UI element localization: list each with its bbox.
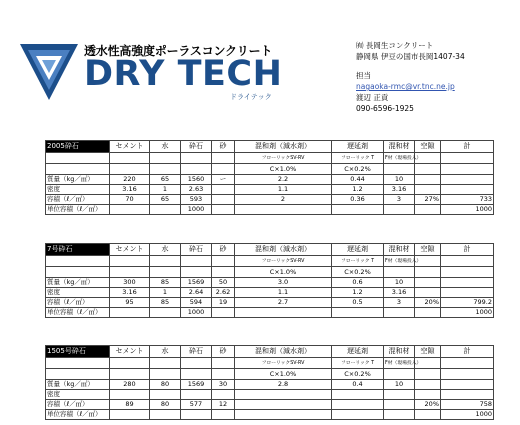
table-row	[46, 400, 494, 410]
logo-brand-kana: ドライテック	[230, 93, 272, 101]
table-cell: 10	[384, 380, 415, 390]
table-cell	[46, 256, 110, 267]
table-cell	[332, 308, 384, 318]
table-cell	[150, 267, 181, 278]
table-cell	[150, 410, 181, 420]
product-name: フローリック T	[332, 358, 384, 369]
table-cell	[181, 256, 212, 267]
table-cell	[150, 205, 181, 215]
column-header: 計	[441, 346, 494, 358]
row-label: 質量（kg／㎥）	[46, 175, 110, 185]
table-cell	[415, 380, 441, 390]
table-cell	[212, 358, 235, 369]
table-cell	[150, 256, 181, 267]
table-cell	[212, 410, 235, 420]
column-header: 砂	[212, 141, 235, 153]
table-cell	[212, 369, 235, 380]
table-cell: 2.2	[235, 175, 332, 185]
table-cell	[415, 278, 441, 288]
column-header: 混和剤（減水剤）	[235, 346, 332, 358]
table-title: 1505号砕石	[46, 346, 110, 358]
column-header: 空隙	[415, 141, 441, 153]
table-cell: 1569	[181, 278, 212, 288]
table-cell: 10	[384, 175, 415, 185]
table-cell: 2.62	[212, 288, 235, 298]
table-cell	[212, 308, 235, 318]
table-cell	[212, 195, 235, 205]
table-cell: 95	[110, 298, 150, 308]
table-cell: 593	[181, 195, 212, 205]
table-cell	[150, 358, 181, 369]
table-cell: 1000	[181, 205, 212, 215]
table-cell	[415, 390, 441, 400]
column-header: 水	[150, 346, 181, 358]
table-cell: 30	[212, 380, 235, 390]
contact-person: 渡辺 正貢	[356, 93, 389, 102]
table-cell	[212, 267, 235, 278]
table-cell	[150, 153, 181, 164]
table-cell	[441, 267, 494, 278]
product-name: フローリック T	[332, 153, 384, 164]
table-cell	[181, 358, 212, 369]
table-cell	[150, 390, 181, 400]
contact-email-link[interactable]: nagaoka-rmc@vr.tnc.ne.jp	[356, 82, 455, 91]
row-label: 単位容積（ℓ／㎥）	[46, 308, 110, 318]
table-cell	[212, 390, 235, 400]
row-label: 容積（ℓ／㎥）	[46, 400, 110, 410]
table-cell: 577	[181, 400, 212, 410]
table-row	[46, 390, 494, 400]
table-cell	[212, 153, 235, 164]
product-name: フローリックSV-RV	[235, 153, 332, 164]
table-cell: 0.44	[332, 175, 384, 185]
table-title: 7号砕石	[46, 244, 110, 256]
table-row	[46, 205, 494, 215]
table-cell: 0.5	[332, 298, 384, 308]
table-cell	[46, 164, 110, 175]
product-name: F材（現場投入）	[384, 358, 415, 369]
table-row	[46, 308, 494, 318]
table-cell: 3	[384, 298, 415, 308]
product-name: F材（現場投入）	[384, 153, 415, 164]
table-row	[46, 288, 494, 298]
row-label: 密度	[46, 288, 110, 298]
table-cell: 1000	[441, 205, 494, 215]
logo-brand: DRY TECH	[84, 54, 283, 94]
table-cell: 733	[441, 195, 494, 205]
table-cell: 65	[150, 195, 181, 205]
table-cell: 280	[110, 380, 150, 390]
table-cell	[181, 164, 212, 175]
table-cell: 2	[235, 195, 332, 205]
column-header: 計	[441, 141, 494, 153]
ratio-value: C×1.0%	[235, 369, 332, 380]
table-cell: 3.16	[384, 185, 415, 195]
table-cell: 1.2	[332, 185, 384, 195]
table-cell	[332, 400, 384, 410]
table-cell	[181, 267, 212, 278]
table-row	[46, 410, 494, 420]
mix-table	[45, 345, 494, 420]
table-cell: ー	[212, 175, 235, 185]
table-cell: 50	[212, 278, 235, 288]
table-cell: 220	[110, 175, 150, 185]
product-name: フローリックSV-RV	[235, 358, 332, 369]
table-cell: 3.0	[235, 278, 332, 288]
table-cell	[441, 369, 494, 380]
table-row	[46, 298, 494, 308]
table-cell	[441, 153, 494, 164]
table-cell	[110, 358, 150, 369]
table-cell	[415, 369, 441, 380]
table-cell	[110, 390, 150, 400]
company-name: ㈲ 長岡生コンクリート	[356, 41, 434, 50]
table-cell	[415, 288, 441, 298]
table-cell: 19	[212, 298, 235, 308]
column-header: 空隙	[415, 346, 441, 358]
table-cell	[110, 369, 150, 380]
table-cell	[235, 205, 332, 215]
table-cell	[441, 185, 494, 195]
contact-label: 担当	[356, 71, 371, 80]
table-cell	[46, 369, 110, 380]
triangle-logo-icon	[20, 44, 78, 100]
column-header: 砂	[212, 244, 235, 256]
table-cell: 85	[150, 298, 181, 308]
column-header: 混和材	[384, 141, 415, 153]
table-cell: 80	[150, 400, 181, 410]
row-label: 質量（kg／㎥）	[46, 278, 110, 288]
table-cell	[441, 164, 494, 175]
table-cell	[415, 164, 441, 175]
table-cell: 3.16	[110, 185, 150, 195]
ratio-value: C×0.2%	[332, 164, 384, 175]
product-name: フローリックSV-RV	[235, 256, 332, 267]
table-row	[46, 380, 494, 390]
mix-table	[45, 140, 494, 215]
table-cell: 2.64	[181, 288, 212, 298]
table-cell: 20%	[415, 298, 441, 308]
logo-tagline: 透水性高強度ポーラスコンクリート	[84, 44, 273, 58]
table-cell	[384, 410, 415, 420]
table-cell	[46, 358, 110, 369]
contact-info	[356, 70, 455, 114]
column-header: 混和材	[384, 346, 415, 358]
column-header: 砂	[212, 346, 235, 358]
table-cell: 20%	[415, 400, 441, 410]
table-cell	[441, 278, 494, 288]
table-cell	[150, 369, 181, 380]
table-cell	[181, 369, 212, 380]
row-label: 単位容積（ℓ／㎥）	[46, 205, 110, 215]
row-label: 質量（kg／㎥）	[46, 380, 110, 390]
column-header: 混和剤（減水剤）	[235, 244, 332, 256]
table-cell	[235, 390, 332, 400]
table-cell: 1	[150, 288, 181, 298]
table-cell	[212, 205, 235, 215]
column-header: 計	[441, 244, 494, 256]
table-cell: 12	[212, 400, 235, 410]
table-cell: 799.2	[441, 298, 494, 308]
table-cell	[415, 185, 441, 195]
row-label: 密度	[46, 185, 110, 195]
table-cell	[181, 390, 212, 400]
column-header: 混和剤（減水剤）	[235, 141, 332, 153]
row-label: 単位容積（ℓ／㎥）	[46, 410, 110, 420]
table-cell: 65	[150, 175, 181, 185]
table-cell	[415, 410, 441, 420]
table-cell: 80	[150, 380, 181, 390]
table-cell: 10	[384, 278, 415, 288]
row-label: 容積（ℓ／㎥）	[46, 298, 110, 308]
column-header: 遅延剤	[332, 244, 384, 256]
table-cell	[110, 308, 150, 318]
table-cell	[110, 205, 150, 215]
table-cell	[384, 205, 415, 215]
table-cell	[384, 267, 415, 278]
table-cell: 1000	[441, 308, 494, 318]
table-cell	[384, 308, 415, 318]
column-header: 水	[150, 141, 181, 153]
table-row	[46, 185, 494, 195]
table-cell	[46, 267, 110, 278]
table-row	[46, 195, 494, 205]
table-cell	[212, 256, 235, 267]
table-cell: 0.36	[332, 195, 384, 205]
table-cell	[384, 390, 415, 400]
table-cell: 0.4	[332, 380, 384, 390]
table-cell: 3.16	[384, 288, 415, 298]
column-header: 砕石	[181, 244, 212, 256]
row-label: 密度	[46, 390, 110, 400]
table-cell	[181, 410, 212, 420]
table-cell	[441, 256, 494, 267]
table-cell	[441, 288, 494, 298]
table-cell: 1560	[181, 175, 212, 185]
table-cell: 1	[150, 185, 181, 195]
table-cell	[150, 308, 181, 318]
table-cell: 1000	[181, 308, 212, 318]
table-cell: 89	[110, 400, 150, 410]
column-header: セメント	[110, 141, 150, 153]
column-header: 水	[150, 244, 181, 256]
table-cell	[235, 410, 332, 420]
product-name: F材（現場投入）	[384, 256, 415, 267]
column-header: 砕石	[181, 346, 212, 358]
table-cell	[110, 256, 150, 267]
column-header: 混和材	[384, 244, 415, 256]
table-cell	[110, 267, 150, 278]
table-cell: 758	[441, 400, 494, 410]
ratio-value: C×1.0%	[235, 164, 332, 175]
table-cell: 85	[150, 278, 181, 288]
table-cell: 300	[110, 278, 150, 288]
table-cell	[415, 308, 441, 318]
row-label: 容積（ℓ／㎥）	[46, 195, 110, 205]
table-row	[46, 175, 494, 185]
table-cell	[110, 410, 150, 420]
table-cell	[46, 153, 110, 164]
table-cell	[415, 267, 441, 278]
ratio-value: C×0.2%	[332, 369, 384, 380]
table-cell: 0.6	[332, 278, 384, 288]
table-cell	[415, 205, 441, 215]
table-cell	[181, 153, 212, 164]
column-header: 遅延剤	[332, 346, 384, 358]
table-cell: 1569	[181, 380, 212, 390]
table-cell: 3.16	[110, 288, 150, 298]
table-cell	[212, 164, 235, 175]
company-address: 静岡県 伊豆の国市長岡1407-34	[356, 52, 465, 61]
table-cell: 1.1	[235, 288, 332, 298]
table-cell	[441, 358, 494, 369]
table-cell: 70	[110, 195, 150, 205]
table-cell	[384, 400, 415, 410]
mix-table	[45, 243, 494, 318]
table-cell: 3	[384, 195, 415, 205]
table-cell	[441, 175, 494, 185]
table-cell	[212, 185, 235, 195]
table-cell	[110, 164, 150, 175]
table-cell	[441, 380, 494, 390]
product-name: フローリック T	[332, 256, 384, 267]
dry-tech-logo	[20, 40, 290, 102]
table-cell: 2.8	[235, 380, 332, 390]
table-cell	[384, 369, 415, 380]
table-row	[46, 278, 494, 288]
table-cell	[441, 390, 494, 400]
table-cell	[110, 153, 150, 164]
table-cell	[235, 308, 332, 318]
table-cell: 2.63	[181, 185, 212, 195]
table-cell	[415, 175, 441, 185]
table-cell	[332, 410, 384, 420]
table-cell	[332, 390, 384, 400]
table-cell: 1.1	[235, 185, 332, 195]
column-header: 空隙	[415, 244, 441, 256]
table-cell	[384, 164, 415, 175]
company-info	[356, 40, 465, 62]
table-cell: 1000	[441, 410, 494, 420]
table-cell: 2.7	[235, 298, 332, 308]
column-header: 遅延剤	[332, 141, 384, 153]
table-cell	[235, 400, 332, 410]
ratio-value: C×0.2%	[332, 267, 384, 278]
contact-phone: 090-6596-1925	[356, 104, 414, 113]
table-cell: 27%	[415, 195, 441, 205]
column-header: セメント	[110, 346, 150, 358]
column-header: 砕石	[181, 141, 212, 153]
ratio-value: C×1.0%	[235, 267, 332, 278]
table-cell	[332, 205, 384, 215]
table-cell	[150, 164, 181, 175]
table-title: 2005砕石	[46, 141, 110, 153]
table-cell: 594	[181, 298, 212, 308]
column-header: セメント	[110, 244, 150, 256]
table-cell: 1.2	[332, 288, 384, 298]
